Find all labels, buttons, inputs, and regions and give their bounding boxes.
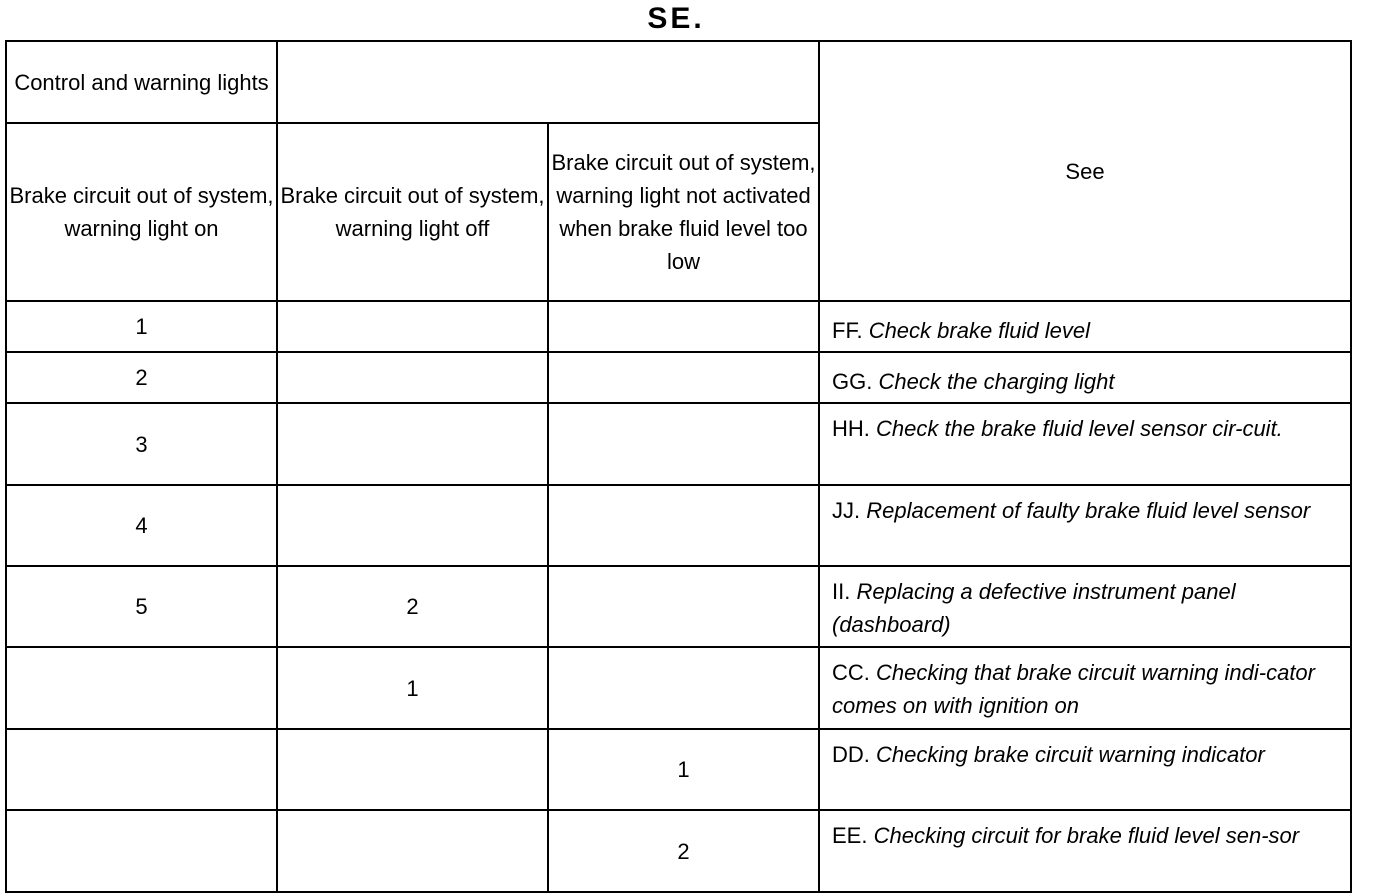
cell-light-on: 2 (6, 352, 277, 403)
cell-light-not-activated: 2 (548, 810, 819, 892)
see-reference (819, 810, 1351, 892)
see-reference (819, 352, 1351, 403)
cell-light-off (277, 352, 548, 403)
cell-light-on: 1 (6, 301, 277, 352)
see-text: Checking that brake circuit warning indi-cator comes on with ignition on (832, 660, 1315, 718)
see-reference (819, 729, 1351, 810)
column-header-light-not-activated: Brake circuit out of system, warning light not activated when brake fluid level too low (548, 123, 819, 301)
table-row (6, 301, 1351, 352)
diagnosis-table (5, 40, 1352, 893)
cell-light-off (277, 485, 548, 566)
cell-light-on: 3 (6, 403, 277, 485)
see-code: HH. (832, 416, 870, 441)
cell-light-on: 5 (6, 566, 277, 647)
cell-light-not-activated: 1 (548, 729, 819, 810)
see-code: GG. (832, 369, 873, 394)
cell-light-off (277, 301, 548, 352)
see-reference (819, 403, 1351, 485)
cell-light-on (6, 729, 277, 810)
table-row (6, 485, 1351, 566)
see-code: JJ. (832, 498, 861, 523)
cell-light-on: 4 (6, 485, 277, 566)
cell-light-off: 2 (277, 566, 548, 647)
cell-light-on (6, 810, 277, 892)
cell-light-not-activated (548, 352, 819, 403)
table-row (6, 352, 1351, 403)
header-row-group (6, 41, 1351, 123)
cell-light-off (277, 729, 548, 810)
table-row (6, 566, 1351, 647)
see-text: Checking circuit for brake fluid level sen-sor (873, 823, 1300, 848)
table-row (6, 647, 1351, 729)
see-text: Checking brake circuit warning indicator (876, 742, 1265, 767)
page-title: SE. (647, 2, 705, 35)
see-code: EE. (832, 823, 868, 848)
cell-light-off (277, 403, 548, 485)
see-text: Check brake fluid level (868, 318, 1091, 343)
table-row (6, 403, 1351, 485)
cell-light-on (6, 647, 277, 729)
cell-light-not-activated (548, 566, 819, 647)
see-reference (819, 566, 1351, 647)
cell-light-off: 1 (277, 647, 548, 729)
see-reference (819, 301, 1351, 352)
see-code: CC. (832, 660, 870, 685)
see-header: See (819, 41, 1351, 301)
see-code: DD. (832, 742, 870, 767)
cell-light-not-activated (548, 403, 819, 485)
cell-light-not-activated (548, 485, 819, 566)
column-header-light-on: Brake circuit out of system, warning light on (6, 123, 277, 301)
see-text: Check the brake fluid level sensor cir-cuit. (876, 416, 1283, 441)
cell-light-not-activated (548, 301, 819, 352)
table-row (6, 810, 1351, 892)
column-header-light-off: Brake circuit out of system, warning light off (277, 123, 548, 301)
see-reference (819, 485, 1351, 566)
group-header-blank-cell (277, 41, 819, 123)
see-code: II. (832, 579, 851, 604)
cell-light-not-activated (548, 647, 819, 729)
see-text: Replacement of faulty brake fluid level sensor (866, 498, 1311, 523)
see-reference (819, 647, 1351, 729)
see-text: Replacing a defective instrument panel (dashboard) (832, 579, 1236, 637)
control-lights-header: Control and warning lights (6, 41, 277, 123)
see-code: FF. (832, 318, 863, 343)
see-text: Check the charging light (878, 369, 1115, 394)
cell-light-off (277, 810, 548, 892)
table-row (6, 729, 1351, 810)
